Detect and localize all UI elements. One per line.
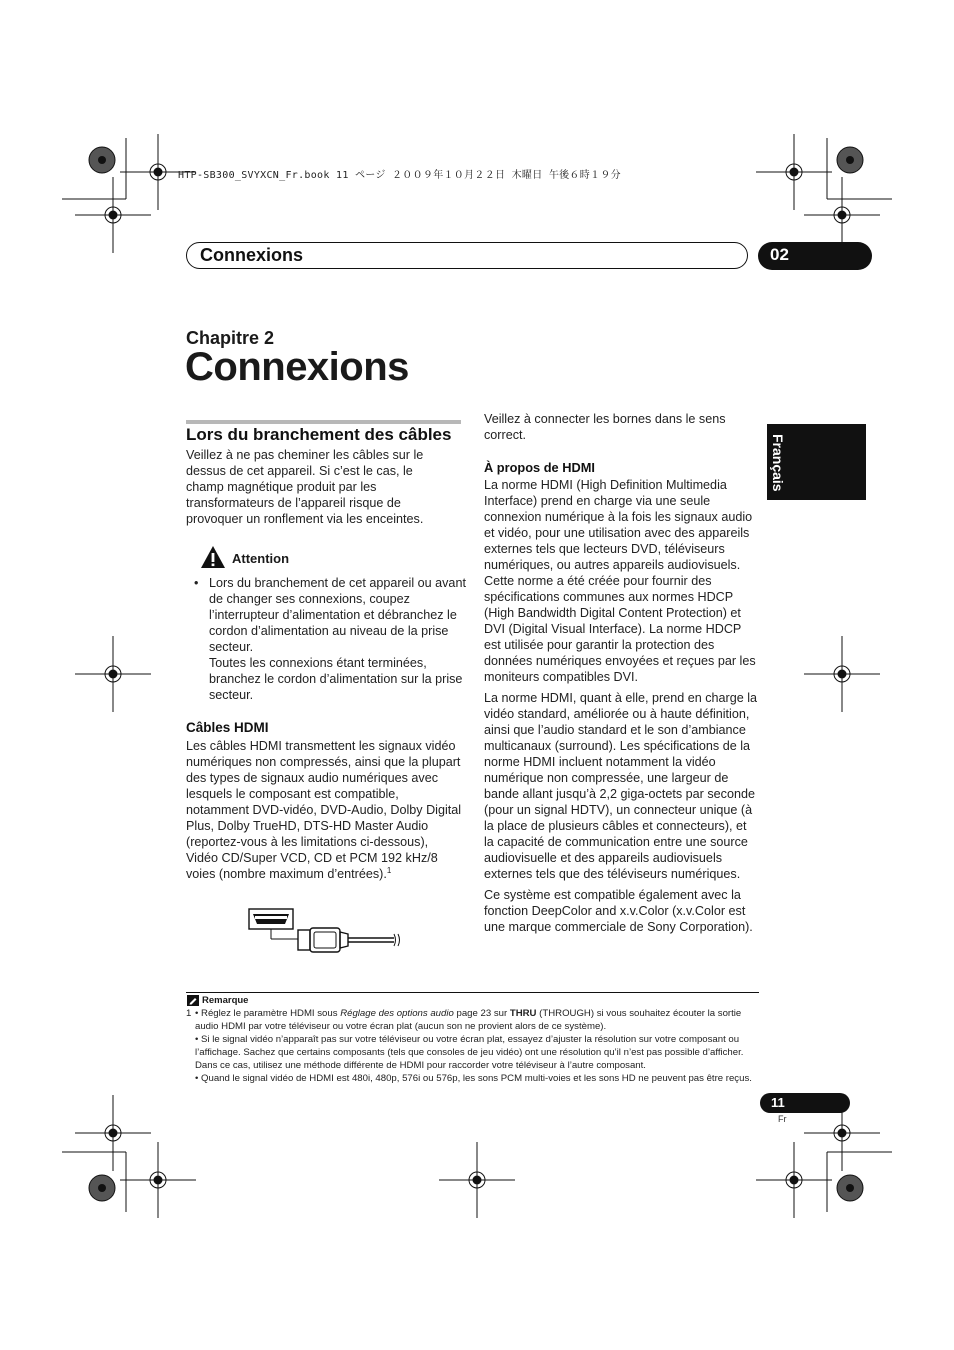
about-hdmi-para-2: La norme HDMI, quant à elle, prend en charge la vidéo standard, améliorée ou à haute définition, ainsi que l’audio standard et le son d’ambiance multicanaux (surround). Les spécifications de la norme HDMI incluent notamment la vidéo numérique non compressée, une largeur de bande allant jusqu’à 2,2 giga-octets par seconde (pour un signal HDTV), un connecteur unique (à la place de plusieurs câbles et connecteurs), et la capacité de communication entre une source audiovisuelle et des appareils audiovisuels externes tels que des téléviseurs numériques.	[484, 691, 758, 881]
about-hdmi-heading: À propos de HDMI	[484, 460, 595, 475]
section-rule	[186, 420, 461, 424]
note-icon	[187, 995, 199, 1006]
footnote-ref: 1	[386, 865, 392, 875]
attention-text-2: Toutes les connexions étant terminées, branchez le cordon d’alimentation sur la prise secteur.	[209, 656, 463, 702]
attention-text-1: Lors du branchement de cet appareil ou avant de changer ses connexions, coupez l’interrupteur d’alimentation et débranchez le cordon d’alimentation au niveau de la prise secteur.	[209, 576, 466, 654]
chapter-number: 02	[770, 245, 789, 264]
language-tab-label: Français	[770, 434, 786, 492]
notes-rule	[186, 992, 759, 993]
note-item-3: • Quand le signal vidéo de HDMI est 480i, 480p, 576i ou 576p, les sons PCM multi-voies et les sons HD ne peuvent pas être reçus.	[195, 1073, 752, 1084]
attention-heading: Attention	[232, 551, 290, 566]
notes-label: Remarque	[202, 995, 249, 1006]
hdmi-cables-heading: Câbles HDMI	[186, 720, 269, 735]
section-intro: Veillez à ne pas cheminer les câbles sur le dessus de cet appareil. Si c’est le cas, le champ magnétique produit par les transformateurs de l’appareil risque de provoquer un ronflement via les enceintes.	[186, 448, 424, 526]
about-hdmi-para-3: Ce système est compatible également avec la fonction DeepColor and x.v.Color (x.v.Color est une marque commerciale de Sony Corporation).	[484, 888, 753, 934]
page-number: 11	[771, 1095, 785, 1110]
book-info-line: HTP-SB300_SVYXCN_Fr.book 11 ページ ２００９年１０月２２日 木曜日 午後６時１９分	[178, 170, 621, 181]
attention-list	[194, 575, 466, 703]
right-intro: Veillez à connecter les bornes dans le sens correct.	[484, 412, 726, 442]
note-item-2: • Si le signal vidéo n’apparaît pas sur votre téléviseur ou votre écran plat, essayez d’ajuster la résolution sur votre composant ou l’affichage. Sachez que certains composants (tels que consoles de jeu vidéo) ont une résolution qu’il n’est pas possible d’afficher. Dans ce cas, utilisez une méthode différente de HDMI pour raccorder votre téléviseur à l’autre composant.	[195, 1034, 744, 1071]
note-number: 1	[186, 1008, 192, 1019]
about-hdmi-para-1: La norme HDMI (High Definition Multimedia Interface) prend en charge via une seule connexion numérique à la fois les signaux audio et vidéo, pour une utilisation avec des appareils externes tels que lecteurs DVD, téléviseurs numériques, ou autres appareils audiovisuels. Cette norme a été créée pour fournir des spécifications communes aux normes HDCP (High Bandwidth Digital Content Protection) et DVI (Digital Visual Interface). La norme HDCP est utilisée pour garantir la protection des données numériques envoyées et reçues par les moniteurs compatibles DVI.	[484, 478, 756, 684]
hdmi-cable-illustration	[246, 905, 406, 957]
notes-list	[186, 1007, 761, 1085]
page-language: Fr	[778, 1114, 787, 1124]
chapter-title: Connexions	[185, 345, 409, 389]
warning-icon	[200, 545, 226, 569]
note-item-1: • Réglez le paramètre HDMI sous Réglage des options audio page 23 sur THRU (THROUGH) si vous souhaitez écouter la sortie audio HDMI par votre téléviseur ou votre écran plat (aucun son ne provient alors de ce système).	[195, 1008, 742, 1032]
about-hdmi-text	[484, 477, 758, 935]
hdmi-cables-text: Les câbles HDMI transmettent les signaux vidéo numériques non compressés, ainsi que la plupart des types de signaux audio numériques avec lesquels le composant est compatible, notamment DVD-vidéo, DVD-Audio, Dolby Digital Plus, Dolby TrueHD, DTS-HD Master Audio (reportez-vous à les limitations ci-dessous), Vidéo CD/Super VCD, CD et PCM 192 kHz/8 voies (nombre maximum d’entrées).$^1$	[186, 739, 462, 881]
bullet: •	[194, 576, 199, 590]
section-title: Lors du branchement des câbles	[186, 425, 452, 444]
header-title: Connexions	[200, 245, 304, 265]
chapter-label: Chapitre 2	[186, 328, 275, 348]
